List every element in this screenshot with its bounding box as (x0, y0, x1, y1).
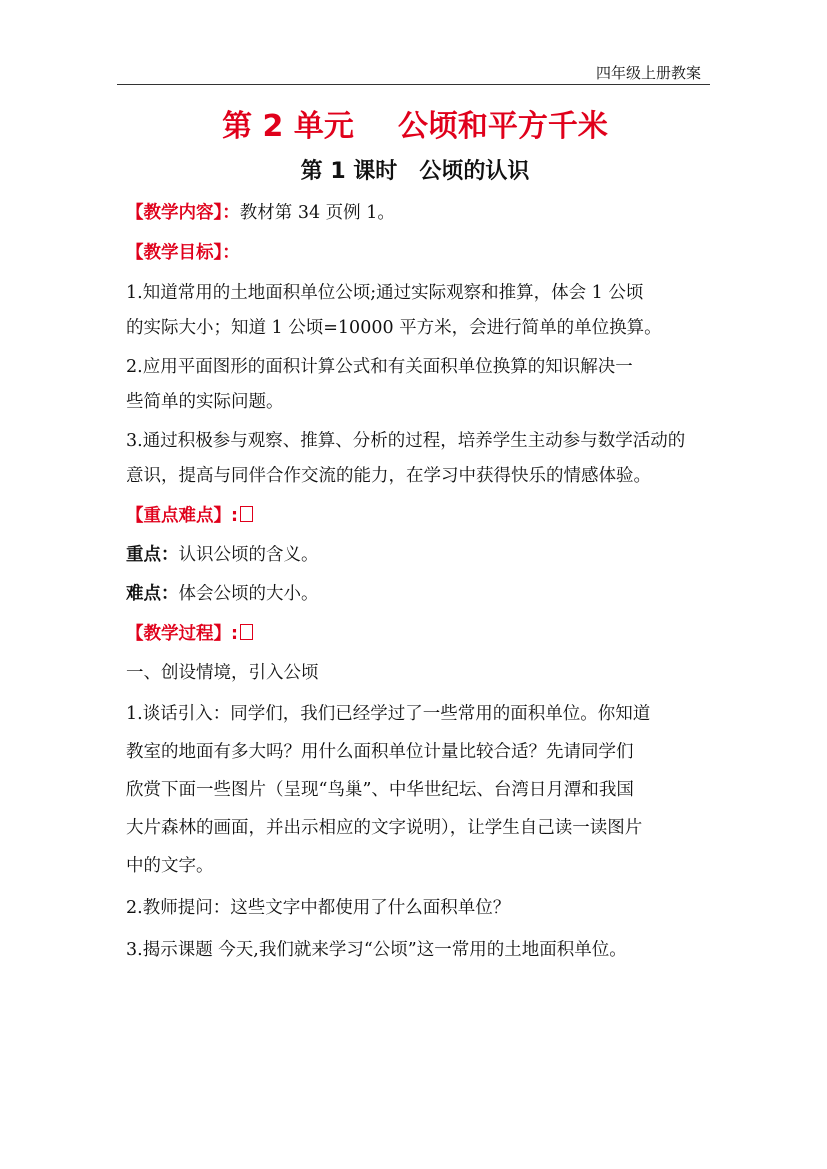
key-heading (126, 499, 704, 534)
goal-line: 2.应用平面图形的面积计算公式和有关面积单位换算的知识解决一 (126, 357, 633, 377)
key-point (126, 538, 704, 573)
checkbox-icon (240, 506, 253, 522)
header-divider (117, 84, 710, 85)
key-point-text: 认识公顷的含义。 (178, 545, 319, 565)
document-body (126, 104, 704, 969)
unit-name: 公顷和平方千米 (397, 109, 608, 144)
content-label: 【教学内容】： (126, 203, 240, 223)
goal-line: 的实际大小；知道 1 公顷=10000 平方米，会进行简单的单位换算。 (126, 318, 662, 338)
process-line: 大片森林的画面，并出示相应的文字说明），让学生自己读一读图片 (126, 818, 643, 838)
goal-line: 些简单的实际问题。 (126, 392, 284, 412)
key-point-label: 重点： (126, 545, 179, 565)
goals-list (126, 276, 704, 494)
process-label: 【教学过程】: (126, 624, 238, 644)
lesson-title (126, 150, 704, 194)
goal-line: 3.通过积极参与观察、推算、分析的过程，培养学生主动参与数学活动的 (126, 431, 686, 451)
difficult-point (126, 577, 704, 612)
process-line: 欣赏下面一些图片（呈现“鸟巢”、中华世纪坛、台湾日月潭和我国 (126, 780, 634, 800)
goal-line: 1.知道常用的土地面积单位公顷;通过实际观察和推算，体会 1 公顷 (126, 283, 644, 303)
process-line: 教室的地面有多大吗？用什么面积单位计量比较合适？先请同学们 (126, 742, 634, 762)
content-text: 教材第 34 页例 1。 (239, 203, 395, 223)
process-line: 一、创设情境，引入公顷 (126, 663, 319, 683)
unit-title (126, 104, 704, 150)
lesson-name: 公顷的认识 (419, 159, 530, 184)
goal-line: 意识，提高与同伴合作交流的能力，在学习中获得快乐的情感体验。 (126, 466, 651, 486)
process-line: 2.教师提问：这些文字中都使用了什么面积单位？ (126, 898, 511, 918)
difficult-point-text: 体会公顷的大小。 (178, 584, 319, 604)
goals-heading (126, 236, 704, 271)
key-label: 【重点难点】: (126, 506, 238, 526)
page-header-text: 四年级上册教案 (595, 64, 701, 82)
lesson-number: 第 1 课时 (300, 159, 398, 184)
difficult-point-label: 难点： (126, 584, 179, 604)
process-heading (126, 617, 704, 652)
goals-label: 【教学目标】： (126, 243, 240, 263)
process-line: 中的文字。 (126, 856, 214, 876)
unit-number: 第 2 单元 (222, 109, 354, 144)
process-line: 3.揭示课题 今天,我们就来学习“公顷”这一常用的土地面积单位。 (126, 940, 627, 960)
process-list (126, 656, 704, 969)
checkbox-icon (240, 624, 253, 640)
content-paragraph (126, 196, 704, 231)
process-line: 1.谈话引入：同学们，我们已经学过了一些常用的面积单位。你知道 (126, 704, 651, 724)
